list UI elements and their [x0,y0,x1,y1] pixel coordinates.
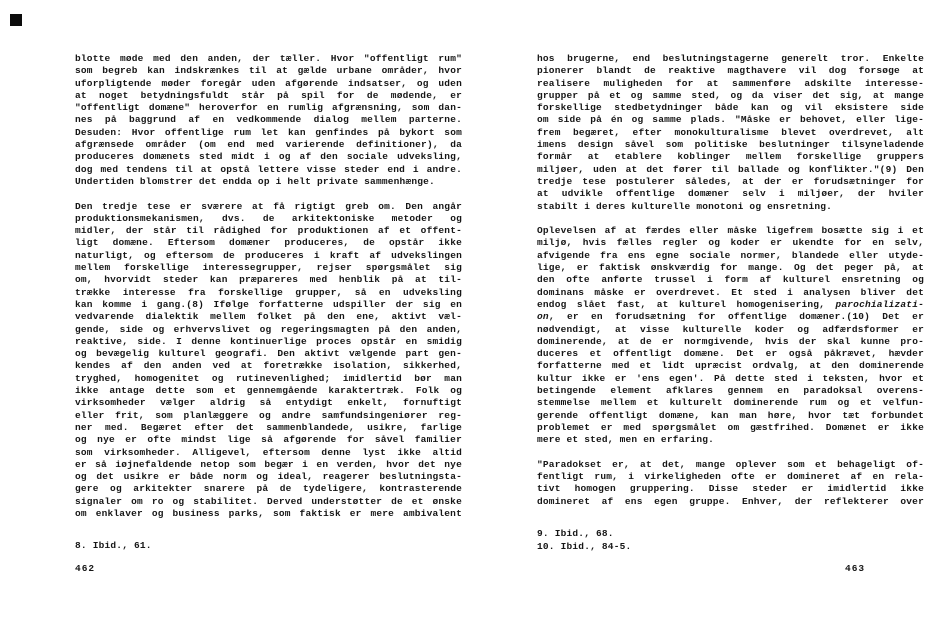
text-line: mere et sted, men en erfaring. [537,434,715,446]
text-line: og bevægelig kulturel geografi. Den aktivt vælgende part gen- [75,348,462,360]
text-line: og nye er ofte mindst lige så afgørende for såvel familier [75,434,462,446]
text-line: reaktive, side. I denne kontinuerlige proces opstår en smidig [75,335,462,347]
text-line: om enklaver og business parks, som faktisk er mere ambivalent [75,507,462,519]
text-line: produceres domænets sted midt i og af den sociale udveksling, [75,151,462,163]
text-line: afvigende fra ens egne sociale normer, blandede eller utyde- [537,249,924,261]
text-line: forskellige stedbetydninger både kan og vil eksistere side [537,102,924,114]
text-line: nes på baggrund af en vedkommende dialog mellem parterne. [75,114,462,126]
right-page-number: 463 [845,563,866,574]
text-line: imens design såvel som politiske beslutninger tilsyneladende [537,139,924,151]
text-line: duceres et offentligt domæne. Det er også påkrævet, hævder [537,348,924,360]
text-line: blotte møde med den anden, der tæller. Hvor "offentligt rum" [75,53,462,64]
text-line: uforpligtende møder foregår uden afgørende indsatser, og uden [75,77,462,89]
text-line: som virksomheder. Alligevel, eftersom denne lyst ikke altid [75,446,462,458]
text-line: er så iøjnefaldende netop som begær i en verden, hvor det nye [75,458,462,470]
text-line: grupper på et og samme sted, og da viser det sig, at mange [537,89,924,101]
right-page-footnotes [537,528,631,553]
text-line: eller frit, som planlæggere og andre samfundsingeniører reg- [75,409,462,421]
text-line: dog med tendens til at opstå lettere visse steder end i andre. [75,163,462,175]
text-line: gerende offentligt domæne, kan man høre, hvor tæt forbundet [537,409,924,421]
text-line: forfatterne med et lidt upræcist ordvalg, at den dominerende [537,360,924,372]
text-line: tryghed, homogenitet og rutinevenlighed; imidlertid bør man [75,372,462,384]
text-line: domineret af ens egen gruppe. Enhver, der reflekterer over [537,495,924,507]
text-line: vedvarende dialektik mellem folket på den ene, aktivt væl- [75,311,462,323]
text-line: on, er en forudsætning for offentlige domæner.(10) Det er [537,311,924,323]
text-line: miljøer, uden at det fører til ballade og konflikter."(9) Den [537,163,924,175]
text-line: hos brugerne, end beslutningstagerne generelt tror. Enkelte [537,53,924,64]
text-line: tivt homogen gruppering. Disse steder er imidlertid ikke [537,483,924,495]
text-line: stemmelse mellem et kulturelt dominerende rum og et velfun- [537,397,924,409]
text-line: "offentligt domæne" heroverfor en rumlig afgrænsning, som dan- [75,102,462,114]
text-line: fentligt rum, i virkeligheden ofte er domineret af en rela- [537,471,924,483]
text-line: frem begæret, efter monokulturalisme blevet overdrevet, alt [537,126,924,138]
text-line: at noget betydningsfuldt står på spil for de mødende, er [75,89,462,101]
text-line: om side på én og samme plads. "Måske er behovet, eller lige- [537,114,924,126]
text-line: miljø, hvis fælles regler og koder er ukendte for en selv, [537,237,924,249]
text-line: dominerende, at de er normgivende, hvis der skal kunne pro- [537,335,924,347]
left-page-text-column [75,53,462,520]
text-line: midler, der står til rådighed for produktionen af et offent- [75,225,462,237]
text-line: tredje tese postulerer således, at der er forudsætninger for [537,175,924,187]
text-line: at udvikle offentlige domæner selv i miljøer, der hviler [537,188,924,200]
text-line: trække interesse fra forskellige grupper, så en udveksling [75,286,462,298]
text-line: naturligt, og eftersom de produceres i kraft af udvekslingen [75,249,462,261]
text-line: ligt domæne. Eftersom domæner produceres, de opstår ikke [75,237,462,249]
paragraph [75,201,462,521]
footnote: 8. Ibid., 61. [75,540,152,551]
paragraph [537,225,924,446]
paragraph [75,53,462,188]
text-line: Undertiden blomstrer det endda op i helt private sammenhænge. [75,175,435,187]
text-line: Den tredje tese er sværere at få rigtigt greb om. Den angår [75,200,462,212]
text-line: realisere muligheden for at sammenføre adskilte interesse- [537,77,924,89]
right-page-text-column [537,53,924,508]
text-line: den ofte anførte trussel i form af kulturel ensretning og [537,274,924,286]
footnote: 10. Ibid., 84-5. [537,540,632,552]
text-line: om, hvorvidt steder kan præpareres med henblik på at til- [75,274,462,286]
text-line: Oplevelsen af at færdes eller måske ligefrem bosætte sig i et [537,225,924,237]
text-line: problemet er med spørgsmålet om gæstfrihed. Domænet er ikke [537,421,924,433]
text-line: signaler om ro og stabilitet. Derved understøtter de et ønske [75,495,462,507]
text-line: dominans måske er overdrevet. Et sted i analysen bliver det [537,286,924,298]
left-page-footnotes [75,540,152,553]
paragraph [537,459,924,508]
text-line: kendes af den anden ved at foretrække isolation, sikkerhed, [75,360,462,372]
text-line: og det usikre er både norm og ideal, reagerer beslutningsta- [75,471,462,483]
text-line: gere og arkitekter snarere på de tydeligere, kontrasterende [75,483,462,495]
text-line: lige, er faktisk ønskværdig for mange. Og det peger på, at [537,262,924,274]
text-line: som begreb kan indskrænkes til at gælde urbane områder, hvor [75,65,462,77]
text-line: "Paradokset er, at det, mange oplever som et behageligt of- [537,458,924,470]
text-line: produktionsmekanismen, dvs. de arkitektoniske metoder og [75,212,462,224]
text-line: betingende element afklares gennem en paradoksal overens- [537,385,924,397]
text-line: stabilt i deres kulturelle monotoni og ensretning. [537,200,833,212]
scan-corner-mark [10,14,22,26]
text-line: virksomheder vælger aldrig så entydigt enkelt, fornuftigt [75,397,462,409]
text-line: gende, side og erhvervslivet og regeringsmagten på den anden, [75,323,462,335]
text-line: mellem forskellige interessegrupper, rejser spørgsmålet sig [75,262,462,274]
text-line: ikke antage dette som et gennemgående karaktertræk. Folk og [75,385,462,397]
paragraph [537,53,924,213]
footnote: 9. Ibid., 68. [537,528,614,539]
text-line: afgrænsede områder (om end med varierende definitioner), da [75,139,462,151]
text-line: ner med. Begæret efter det sammenblandede, usikre, farlige [75,421,462,433]
text-line: pionerer blandt de reaktive magthavere vil dog forsøge at [537,65,924,77]
text-line: nødvendigt, at visse kulturelle koder og adfærdsformer er [537,323,924,335]
text-line: kultur ikke er 'ens egen'. På dette sted i teksten, hvor et [537,372,924,384]
text-line: endog slået fast, at kulturel homogenisering, parochializati- [537,298,924,310]
text-line: formår at etablere koblinger mellem forskellige gruppers [537,151,924,163]
text-line: kan komme i gang.(8) Ifølge forfatterne udspiller der sig en [75,298,462,310]
text-line: Desuden: Hvor offentlige rum let kan genfindes på bykort som [75,126,462,138]
left-page-number: 462 [75,563,96,574]
